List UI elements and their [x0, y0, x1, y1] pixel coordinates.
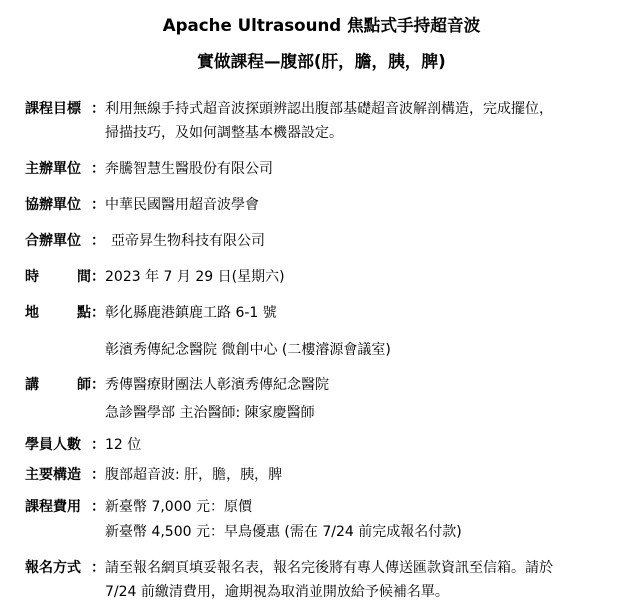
lecturer-hospital: 秀傳醫療財團法人彰濱秀傳紀念醫院	[105, 377, 329, 393]
lecturer-label	[25, 373, 91, 397]
co-organizer-value: 中華民國醫用超音波學會	[105, 197, 259, 213]
goal-colon: ：	[91, 101, 105, 117]
location-venue: 彰濱秀傳紀念醫院 微創中心 (二樓濬源會議室)	[105, 342, 391, 358]
registration-text-line1: 請至報名網頁填妥報名表，報名完後將有專人傳送匯款資訊至信箱。請於	[105, 560, 553, 576]
participants-colon: ：	[91, 437, 105, 453]
organizer-label: 主辦單位	[25, 161, 81, 177]
registration-text-line2: 7/24 前繳清費用，逾期視為取消並開放給予候補名單。	[105, 584, 449, 600]
fee-early-bird: 新臺幣 4,500 元：早鳥優惠 (需在 7/24 前完成報名付款)	[105, 524, 462, 540]
partner-colon: ：	[91, 233, 105, 249]
participants-value: 12 位	[105, 437, 142, 453]
fee-colon: ：	[91, 499, 105, 515]
goal-text-line1: 利用無線手持式超音波探頭辨認出腹部基礎超音波解剖構造，完成擺位，	[105, 101, 553, 117]
partner-value: 亞帝昇生物科技有限公司	[111, 233, 265, 249]
co-organizer-colon: ：	[91, 197, 105, 213]
structures-value: 腹部超音波: 肝，膽，胰，脾	[105, 467, 283, 483]
location-label-char2: 點	[77, 305, 91, 321]
document-title: Apache Ultrasound 焦點式手持超音波	[162, 16, 481, 35]
goal-label: 課程目標	[25, 101, 81, 117]
time-label	[25, 265, 91, 289]
time-colon: ：	[91, 269, 105, 285]
location-label-char1: 地	[25, 305, 39, 321]
time-label-char2: 間	[77, 269, 91, 285]
lecturer-name: 急診醫學部 主治醫師: 陳家慶醫師	[105, 405, 315, 421]
registration-label: 報名方式	[25, 560, 81, 576]
fee-label: 課程費用	[25, 499, 81, 515]
structures-colon: ：	[91, 467, 105, 483]
organizer-colon: ：	[91, 161, 105, 177]
location-address: 彰化縣鹿港鎮鹿工路 6-1 號	[105, 305, 277, 321]
organizer-value: 奔騰智慧生醫股份有限公司	[105, 161, 273, 177]
lecturer-colon: ：	[91, 377, 105, 393]
participants-label: 學員人數	[25, 437, 81, 453]
partner-label: 合辦單位	[25, 233, 81, 249]
co-organizer-label: 協辦單位	[25, 197, 81, 213]
structures-label: 主要構造	[25, 467, 81, 483]
document-subtitle: 實做課程—腹部(肝，膽，胰，脾)	[197, 52, 446, 71]
lecturer-label-char1: 講	[25, 377, 39, 393]
time-label-char1: 時	[25, 269, 39, 285]
location-label	[25, 301, 91, 325]
registration-colon: ：	[91, 560, 105, 576]
goal-text-line2: 掃描技巧，及如何調整基本機器設定。	[105, 125, 343, 141]
time-value: 2023 年 7 月 29 日(星期六)	[105, 269, 285, 285]
fee-regular: 新臺幣 7,000 元：原價	[105, 499, 252, 515]
lecturer-label-char2: 師	[77, 377, 91, 393]
location-colon: ：	[91, 305, 105, 321]
